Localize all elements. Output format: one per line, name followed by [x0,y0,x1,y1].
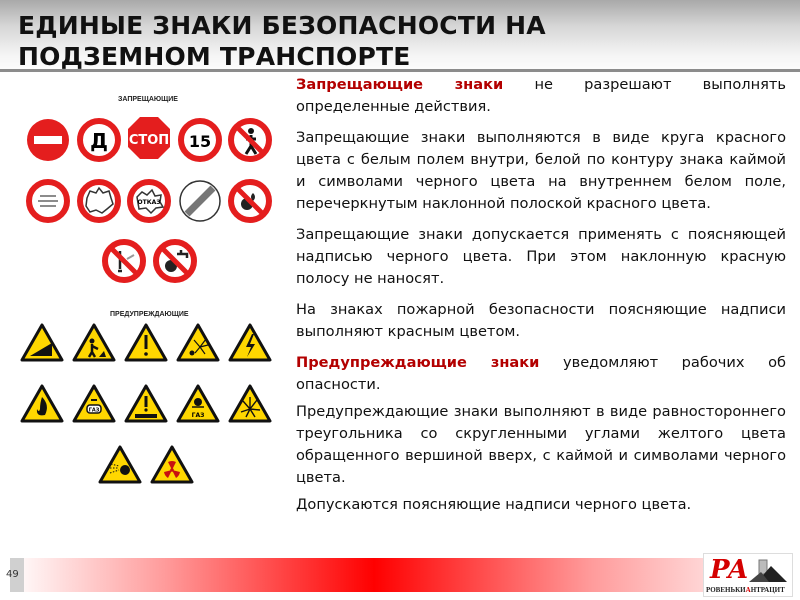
paragraph-prohibiting-shape: Запрещающие знаки выполняются в виде круга красного цвета с белым полем внутри, белой по контуру знака каймой и символами черного цвета на внутреннем белом поле, перечеркнутым наклонной полоской красного цвета. [296,129,786,212]
sign-letter-d-icon [80,121,118,159]
svg-text:ГАЗ: ГАЗ [88,407,100,414]
sign-blast-works-icon [230,386,270,421]
sign-no-entry-icon [27,119,69,161]
slide-title [18,10,546,72]
warning-signs-term: Предупреждающие знаки [296,354,540,371]
sign-high-pressure-icon [126,386,166,421]
sign-no-water-extinguish-icon [156,242,194,280]
sign-text-icon [29,182,67,220]
sign-no-open-fire-icon [231,182,269,220]
sign-explosion-icon [178,325,218,360]
paragraph-prohibiting-intro: Запрещающие знаки не разрешают выполнять определенные действия. [296,76,786,115]
paragraph-fire-safety: На знаках пожарной безопасности поясняющие надписи выполняют красным цветом. [296,301,786,340]
title-line-2: ПОДЗЕМНОМ ТРАНСПОРТЕ [18,42,411,71]
sign-radiation-icon [152,447,192,482]
prohibiting-signs-term: Запрещающие знаки [296,76,504,93]
sign-electric-voltage-icon [230,325,270,360]
sign-flammable-icon [22,386,62,421]
sign-dust-icon [100,447,140,482]
sign-no-smoking-icon [105,242,143,280]
sign-gas-cylinder-icon [74,386,114,421]
svg-text:ГАЗ: ГАЗ [191,412,205,419]
safety-signs-image [10,86,290,536]
sign-otkaz-icon [130,182,168,220]
company-logo [703,553,793,597]
paragraph-warning-caption: Допускаются поясняющие надписи черного цвета. [296,496,692,513]
title-line-1: ЕДИНЫЕ ЗНАКИ БЕЗОПАСНОСТИ НА [18,11,546,40]
sign-blasting-icon [80,182,118,220]
paragraph-warning-intro: Предупреждающие знаки уведомляют рабочих об опасности. [296,354,786,393]
text-content [296,74,786,516]
footer-gradient-bar [10,558,785,592]
sign-road-works-icon [74,325,114,360]
paragraph-prohibiting-caption: Запрещающие знаки допускается применять с поясняющей надписью черного цвета. При этом наклонную красную полосу не наносят. [296,226,786,287]
logo-company-name: РОВЕНЬКИАНТРАЦИТ [706,586,785,594]
sign-speed-15-icon [181,121,219,159]
sign-slope-icon [22,325,62,360]
logo-mark: РА [710,555,747,585]
svg-text:ОТКАЗ: ОТКАЗ [137,199,161,206]
sign-end-of-restrictions-icon [180,181,220,221]
svg-text:СТОП: СТОП [128,133,170,148]
prohibiting-heading: ЗАПРЕЩАЮЩИЕ [118,96,178,103]
sign-gas-icon [178,386,218,421]
mine-headframe-icon [749,558,789,584]
paragraph-warning-shape: Предупреждающие знаки выполняют в виде равностороннего треугольника со скругленными углами желтого цвета обращенного вершиной вверх, с каймой и символами черного цвета. [296,403,786,486]
page-number: 49 [6,569,19,580]
sign-attention-icon [126,325,166,360]
sign-stop-icon [128,117,170,159]
svg-text:15: 15 [188,132,212,151]
warning-heading: ПРЕДУПРЕЖДАЮЩИЕ [110,311,189,318]
svg-text:Д: Д [90,129,108,153]
sign-no-pedestrians-icon [231,121,269,159]
